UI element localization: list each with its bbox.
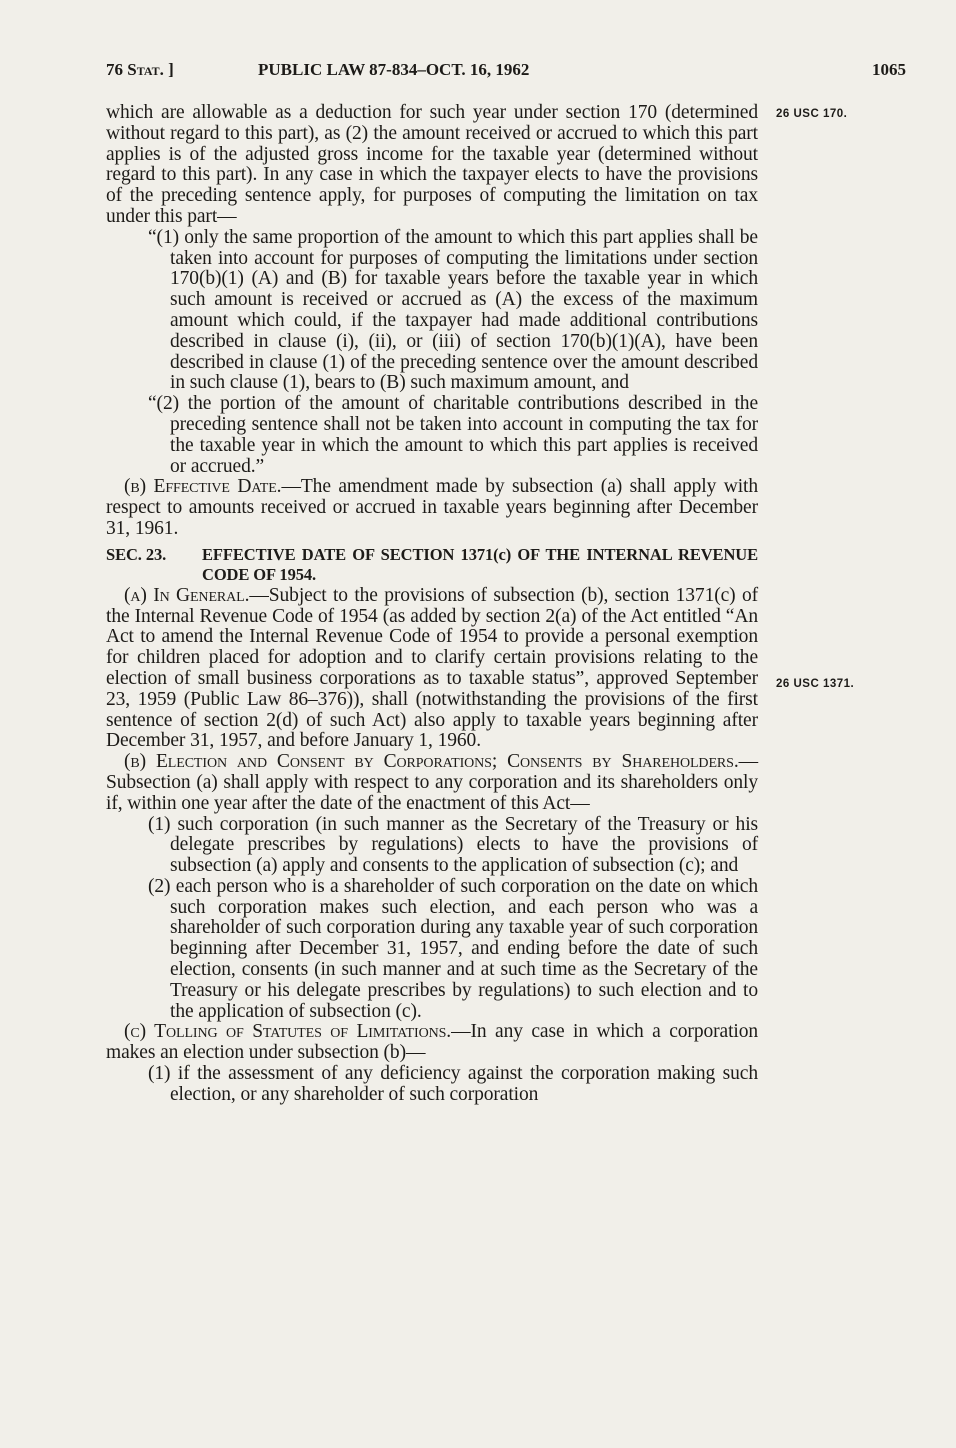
- volume-reference: 76 Stat. ]: [106, 60, 174, 79]
- subsection-a-text: —Subject to the provisions of subsection (b), section 1371(c) of the Internal Revenue Code of 1954 (as added by section 2(a) of the Act entitled “An Act to amend the Internal Revenue Code of 1954 to provide a personal exemption for children placed for adoption and to clarify certain provisions relating to the election of small business corporations as to taxable status”, approved September 23, 1959 (Public Law 86–376)), shall (notwithstanding the provisions of the first sentence of section 2(d) of such Act) also apply to taxable years beginning after December 31, 1957, and before January 1, 1960.: [106, 584, 758, 752]
- margin-note-170: 26 USC 170.: [776, 108, 848, 120]
- subsection-c-text: —In any case in which a corporation makes an election under subsection (b)—: [106, 1021, 758, 1064]
- subsection-b-heading: (b) Effective Date.: [124, 476, 282, 498]
- running-header: [106, 60, 906, 84]
- subsection-a-general: [106, 586, 758, 752]
- paragraph-continuation: which are allowable as a deduction for such year under section 170 (determined without regard to this part), as (2) the amount received or accrued to which this part applies is of the adjusted gross income for the taxable year (determined without regard to this part). In any case in which the taxpayer elects to have the provisions of the preceding sentence apply, for purposes of computing the limitation on tax under this part—: [106, 102, 758, 227]
- subsection-b-text: —The amendment made by subsection (a) shall apply with respect to amounts received or accrued in taxable years beginning after December 31, 1961.: [106, 476, 759, 539]
- law-title: PUBLIC LAW 87-834–OCT. 16, 1962: [258, 60, 530, 79]
- section-23-heading: [106, 545, 758, 585]
- page-number: 1065: [872, 60, 906, 79]
- paragraph-b-1: (1) such corporation (in such manner as the Secretary of the Treasury or his delegate prescribes by regulations) elects to have the provisions of subsection (a) apply and consents to the application of subsection (c); and: [148, 813, 758, 877]
- paragraph-c-1: (1) if the assessment of any deficiency against the corporation making such election, or any shareholder of such corporation: [148, 1063, 758, 1105]
- subsection-a-heading: (a) In General.: [124, 584, 250, 606]
- margin-note-1371: 26 USC 1371.: [776, 678, 855, 690]
- statute-body: [106, 103, 758, 1106]
- quoted-clause-1: “(1) only the same proportion of the amount to which this part applies shall be taken into account for purposes of computing the limitations under section 170(b)(1) (A) and (B) for taxable years before the taxable year in which such amount is received or accrued as (A) the excess of the maximum amount which could, if the taxpayer had made additional contributions described in clause (i), (ii), or (iii) of section 170(b)(1)(A), have been described in clause (1) of the preceding sentence over the amount described in such clause (1), bears to (B) such maximum amount, and: [148, 226, 758, 394]
- subsection-c-heading: (c) Tolling of Statutes of Limitations.: [124, 1021, 452, 1043]
- subsection-b-effective-date: [106, 477, 758, 539]
- paragraph-b-2: (2) each person who is a shareholder of such corporation on the date on which such corporation makes such election, and each person who was a shareholder of such corporation during any taxable year of such corporation beginning after December 31, 1957, and ending before the date of such election, consents (in such manner and at such time as the Secretary of the Treasury or his delegate prescribes by regulations) to such election and to the application of subsection (c).: [148, 875, 758, 1022]
- section-number: SEC. 23.: [106, 544, 167, 564]
- subsection-b2-heading: (b) Election and Consent by Corporations; Consents by Shareholders.: [124, 751, 739, 773]
- quoted-clause-2: “(2) the portion of the amount of charitable contributions described in the preceding sentence shall not be taken into account in computing the tax for the taxable year in which the amount to which this part applies is received or accrued.”: [148, 393, 758, 477]
- subsection-b-election-consent: [106, 752, 758, 814]
- section-title: EFFECTIVE DATE OF SECTION 1371(c) OF THE INTERNAL REVENUE CODE OF 1954.: [202, 544, 758, 584]
- subsection-c-tolling: [106, 1022, 758, 1064]
- subsection-b2-text: —Subsection (a) shall apply with respect to any corporation and its shareholders only if, within one year after the date of the enactment of this Act—: [106, 751, 758, 814]
